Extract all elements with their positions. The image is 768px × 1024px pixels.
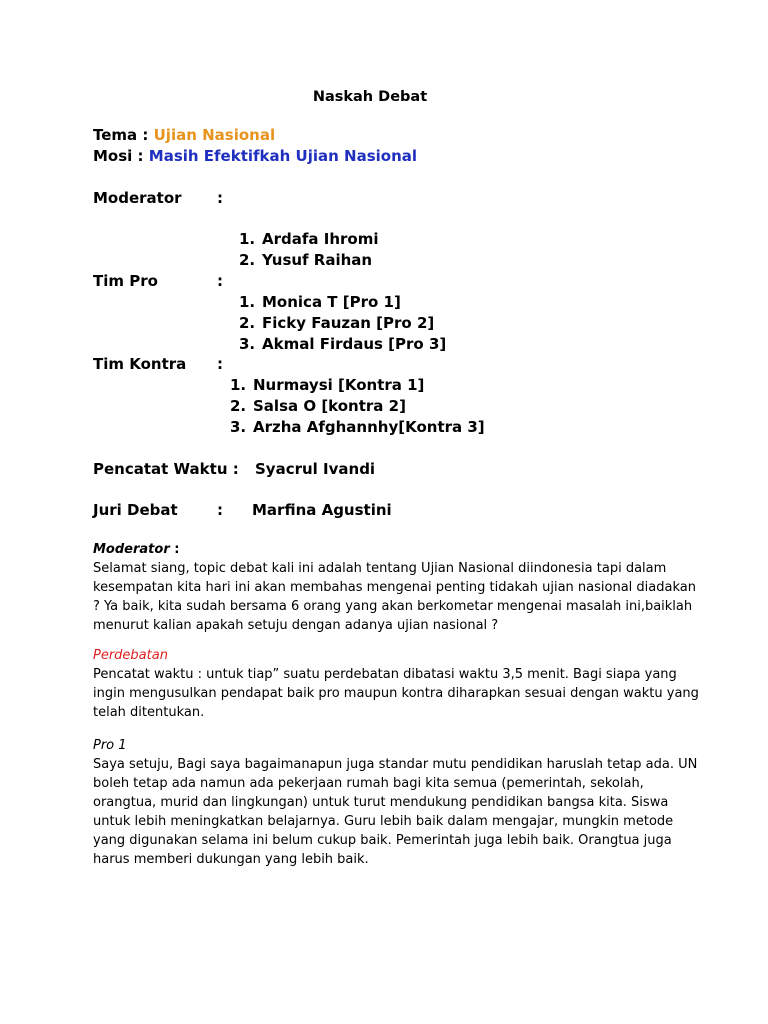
paragraph-line: orangtua, murid dan lingkungan) untuk turut mendukung pendidikan bangsa kita. Siswa [93, 795, 669, 810]
tim-pro-member-name: Ficky Fauzan [Pro 2] [262, 314, 435, 332]
pro1-section [93, 736, 698, 869]
juri-colon: : [217, 501, 223, 519]
moderator-colon: : [217, 189, 223, 207]
tim-kontra-colon: : [217, 355, 223, 373]
mosi-line [93, 147, 417, 165]
tim-pro-colon: : [217, 272, 223, 290]
paragraph-line: ? Ya baik, kita sudah bersama 6 orang yang akan berkometar mengenai masalah ini,baiklah [93, 599, 693, 614]
tema-line [93, 126, 275, 144]
moderator-member-name: Yusuf Raihan [262, 251, 373, 269]
tim-kontra-member-num: 2. [230, 397, 247, 415]
moderator-heading [93, 540, 693, 559]
tim-kontra-member-name: Salsa O [kontra 2] [253, 397, 406, 415]
tema-label: Tema : [93, 126, 149, 144]
tema-value: Ujian Nasional [153, 126, 276, 144]
mosi-value: Masih Efektifkah Ujian Nasional [148, 147, 418, 165]
juri-value: Marfina Agustini [252, 501, 392, 519]
moderator-label: Moderator [93, 189, 182, 207]
tim-kontra-member-name: Nurmaysi [Kontra 1] [253, 376, 425, 394]
tim-pro-label: Tim Pro [93, 272, 158, 290]
paragraph-line: harus memberi dukungan yang lebih baik. [93, 852, 369, 867]
paragraph-line: kesempatan kita hari ini akan membahas mengenai penting tidakah ujian nasional diadakan [93, 580, 696, 595]
paragraph-line: boleh tetap ada namun ada pekerjaan rumah bagi kita semua (pemerintah, sekolah, [93, 776, 644, 791]
tim-pro-member-num: 1. [239, 293, 256, 311]
paragraph-line: untuk lebih meningkatkan belajarnya. Guru lebih baik dalam mengajar, mungkin metode [93, 814, 674, 829]
paragraph-line: Pencatat waktu : untuk tiap” suatu perdebatan dibatasi waktu 3,5 menit. Bagi siapa yang [93, 667, 677, 682]
paragraph-line: Saya setuju, Bagi saya bagaimanapun juga standar mutu pendidikan haruslah tetap ada. UN [93, 757, 698, 772]
paragraph-line: yang digunakan selama ini belum cukup baik. Pemerintah juga lebih baik. Orangtua juga [93, 833, 672, 848]
tim-kontra-label: Tim Kontra [93, 355, 187, 373]
paragraph-line: telah ditentukan. [93, 705, 205, 720]
moderator-member-num: 2. [239, 251, 256, 269]
paragraph-line: menurut kalian apakah setuju dengan adanya ujian nasional ? [93, 618, 499, 633]
moderator-heading-colon: : [169, 542, 180, 557]
perdebatan-section [93, 646, 699, 722]
tim-kontra-member-num: 1. [230, 376, 247, 394]
paragraph-line: Selamat siang, topic debat kali ini adalah tentang Ujian Nasional diindonesia tapi dalam [93, 561, 667, 576]
paragraph-line: ingin mengusulkan pendapat baik pro maupun kontra diharapkan sesuai dengan waktu yang [93, 686, 699, 701]
pro1-heading: Pro 1 [93, 738, 127, 753]
juri-label: Juri Debat [93, 501, 178, 519]
moderator-member-num: 1. [239, 230, 256, 248]
tim-kontra-member-num: 3. [230, 418, 247, 436]
tim-pro-member-name: Monica T [Pro 1] [262, 293, 401, 311]
pencatat-value: Syacrul Ivandi [255, 460, 376, 478]
moderator-heading-text: Moderator [93, 542, 170, 557]
perdebatan-heading: Perdebatan [93, 648, 168, 663]
tim-pro-member-num: 2. [239, 314, 256, 332]
tim-pro-member-num: 3. [239, 335, 256, 353]
moderator-member-name: Ardafa Ihromi [262, 230, 379, 248]
pencatat-label: Pencatat Waktu : [93, 460, 239, 478]
mosi-label: Mosi : [93, 147, 144, 165]
tim-kontra-member-name: Arzha Afghannhy[Kontra 3] [253, 418, 485, 436]
tim-pro-member-name: Akmal Firdaus [Pro 3] [262, 335, 447, 353]
moderator-section [93, 540, 696, 635]
document-title: Naskah Debat [312, 89, 428, 105]
